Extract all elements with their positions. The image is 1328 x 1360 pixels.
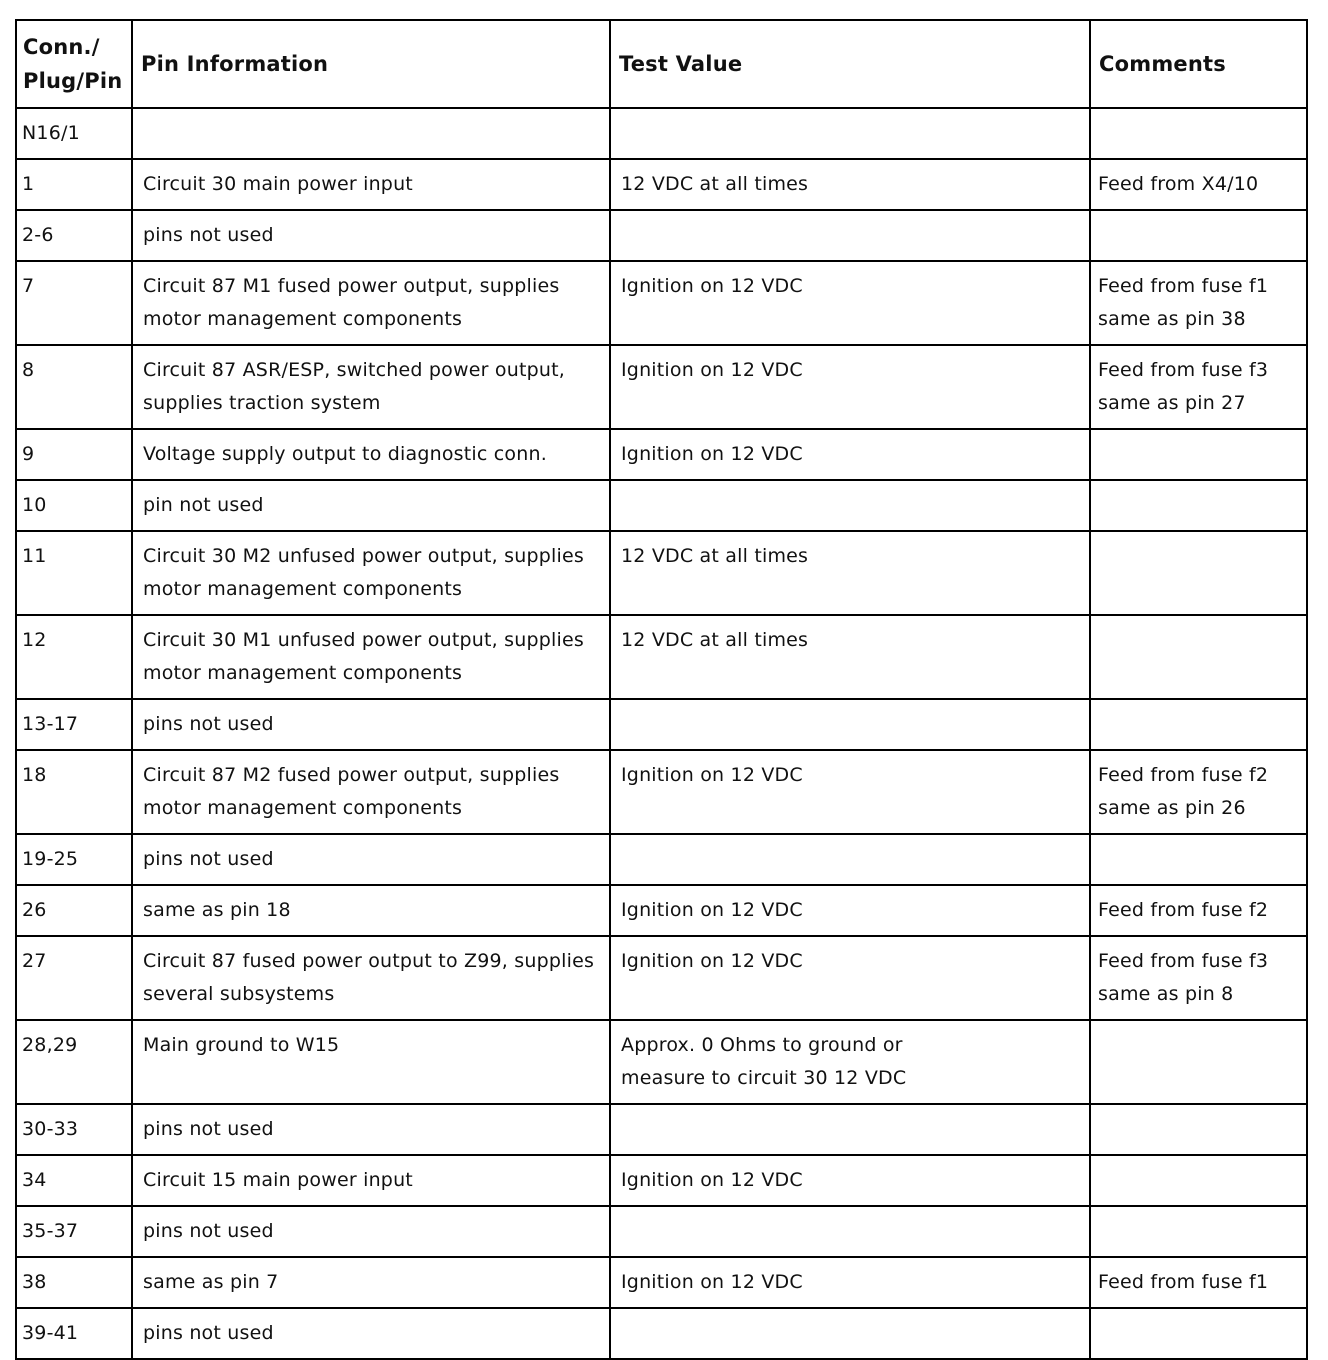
cell-pin-information-line: Circuit 15 main power input	[143, 1169, 413, 1191]
cell-comments	[1090, 531, 1307, 615]
cell-test-value-line: Ignition on 12 VDC	[621, 359, 803, 381]
cell-pin-information	[132, 1308, 610, 1359]
cell-test-value	[610, 1257, 1090, 1308]
table-row	[16, 531, 1307, 615]
cell-pin-information-line: pins not used	[143, 1322, 274, 1344]
cell-comments-line: same as pin 27	[1098, 392, 1246, 414]
cell-pin-information-line: pins not used	[143, 224, 274, 246]
cell-conn-plug-pin: 13-17	[16, 699, 132, 750]
table-row	[16, 1206, 1307, 1257]
cell-comments	[1090, 615, 1307, 699]
cell-test-value-line: Approx. 0 Ohms to ground or	[621, 1034, 903, 1056]
table-row	[16, 1020, 1307, 1104]
cell-pin-information	[132, 210, 610, 261]
table-row	[16, 108, 1307, 159]
cell-pin-information	[132, 108, 610, 159]
cell-pin-information-line: Circuit 87 ASR/ESP, switched power output,	[143, 359, 565, 381]
cell-comments-line: Feed from fuse f1	[1098, 275, 1269, 297]
cell-comments-line: same as pin 26	[1098, 797, 1246, 819]
cell-pin-information-line: Circuit 30 M1 unfused power output, supplies	[143, 629, 584, 651]
cell-comments	[1090, 1104, 1307, 1155]
table-row	[16, 699, 1307, 750]
cell-pin-information-line: Circuit 87 M1 fused power output, supplies	[143, 275, 560, 297]
cell-pin-information-line: Circuit 30 main power input	[143, 173, 413, 195]
header-conn-plug-pin	[16, 20, 132, 108]
cell-comments	[1090, 1155, 1307, 1206]
cell-test-value-line: 12 VDC at all times	[621, 173, 809, 195]
cell-comments	[1090, 159, 1307, 210]
table-row	[16, 261, 1307, 345]
cell-test-value	[610, 1020, 1090, 1104]
table-body	[16, 108, 1307, 1359]
cell-pin-information	[132, 750, 610, 834]
cell-pin-information-line: motor management components	[143, 797, 463, 819]
cell-conn-plug-pin: N16/1	[16, 108, 132, 159]
cell-test-value	[610, 936, 1090, 1020]
cell-comments	[1090, 834, 1307, 885]
cell-test-value	[610, 429, 1090, 480]
cell-pin-information	[132, 885, 610, 936]
cell-comments-line: Feed from fuse f2	[1098, 899, 1269, 921]
cell-test-value-line: Ignition on 12 VDC	[621, 950, 803, 972]
table-row	[16, 936, 1307, 1020]
pin-information-table	[15, 19, 1308, 1360]
cell-test-value-line: Ignition on 12 VDC	[621, 764, 803, 786]
cell-conn-plug-pin: 1	[16, 159, 132, 210]
cell-test-value	[610, 885, 1090, 936]
cell-conn-plug-pin: 9	[16, 429, 132, 480]
table-row	[16, 345, 1307, 429]
cell-pin-information-line: motor management components	[143, 662, 463, 684]
cell-pin-information	[132, 261, 610, 345]
cell-pin-information-line: pins not used	[143, 713, 274, 735]
table-row	[16, 750, 1307, 834]
cell-conn-plug-pin: 27	[16, 936, 132, 1020]
cell-conn-plug-pin: 11	[16, 531, 132, 615]
cell-conn-plug-pin: 12	[16, 615, 132, 699]
cell-test-value	[610, 159, 1090, 210]
cell-test-value-line: Ignition on 12 VDC	[621, 275, 803, 297]
cell-pin-information-line: same as pin 7	[143, 1271, 279, 1293]
table-row	[16, 1155, 1307, 1206]
cell-pin-information-line: pin not used	[143, 494, 264, 516]
cell-pin-information-line: pins not used	[143, 1118, 274, 1140]
table-row	[16, 615, 1307, 699]
cell-comments-line: Feed from fuse f2	[1098, 764, 1269, 786]
cell-test-value-line: 12 VDC at all times	[621, 545, 809, 567]
cell-test-value	[610, 531, 1090, 615]
cell-conn-plug-pin: 7	[16, 261, 132, 345]
cell-pin-information-line: motor management components	[143, 578, 463, 600]
cell-conn-plug-pin: 28,29	[16, 1020, 132, 1104]
cell-test-value	[610, 108, 1090, 159]
cell-pin-information	[132, 699, 610, 750]
cell-pin-information-line: same as pin 18	[143, 899, 291, 921]
cell-comments	[1090, 480, 1307, 531]
cell-pin-information-line: Circuit 87 fused power output to Z99, supplies	[143, 950, 595, 972]
cell-comments	[1090, 1206, 1307, 1257]
cell-conn-plug-pin: 35-37	[16, 1206, 132, 1257]
cell-comments	[1090, 750, 1307, 834]
cell-conn-plug-pin: 34	[16, 1155, 132, 1206]
cell-test-value	[610, 210, 1090, 261]
cell-test-value	[610, 615, 1090, 699]
cell-test-value-line: Ignition on 12 VDC	[621, 1169, 803, 1191]
cell-test-value	[610, 345, 1090, 429]
cell-comments	[1090, 1257, 1307, 1308]
cell-comments	[1090, 108, 1307, 159]
table-row	[16, 834, 1307, 885]
cell-conn-plug-pin: 30-33	[16, 1104, 132, 1155]
cell-pin-information	[132, 615, 610, 699]
cell-test-value-line: measure to circuit 30 12 VDC	[621, 1067, 907, 1089]
cell-pin-information	[132, 429, 610, 480]
cell-comments-line: Feed from fuse f1	[1098, 1271, 1269, 1293]
cell-pin-information	[132, 1257, 610, 1308]
cell-pin-information	[132, 1155, 610, 1206]
header-conn-line-1: Conn./	[23, 35, 100, 59]
cell-conn-plug-pin: 10	[16, 480, 132, 531]
cell-test-value	[610, 1155, 1090, 1206]
cell-comments-line: same as pin 8	[1098, 983, 1234, 1005]
table-row	[16, 1104, 1307, 1155]
cell-comments	[1090, 885, 1307, 936]
table-row	[16, 210, 1307, 261]
cell-conn-plug-pin: 8	[16, 345, 132, 429]
cell-pin-information-line: Circuit 30 M2 unfused power output, supplies	[143, 545, 584, 567]
header-pin-information: Pin Information	[132, 20, 610, 108]
cell-pin-information	[132, 936, 610, 1020]
cell-pin-information	[132, 345, 610, 429]
cell-pin-information	[132, 1104, 610, 1155]
cell-comments	[1090, 936, 1307, 1020]
table-row	[16, 480, 1307, 531]
table-row	[16, 159, 1307, 210]
table-row	[16, 1257, 1307, 1308]
cell-comments	[1090, 429, 1307, 480]
header-comments: Comments	[1090, 20, 1307, 108]
cell-comments	[1090, 261, 1307, 345]
cell-test-value	[610, 261, 1090, 345]
cell-comments	[1090, 1020, 1307, 1104]
cell-pin-information-line: motor management components	[143, 308, 463, 330]
cell-test-value	[610, 1206, 1090, 1257]
cell-comments-line: same as pin 38	[1098, 308, 1246, 330]
cell-test-value-line: Ignition on 12 VDC	[621, 443, 803, 465]
table-row	[16, 429, 1307, 480]
cell-pin-information	[132, 480, 610, 531]
cell-pin-information	[132, 834, 610, 885]
cell-conn-plug-pin: 19-25	[16, 834, 132, 885]
cell-test-value	[610, 750, 1090, 834]
cell-test-value-line: 12 VDC at all times	[621, 629, 809, 651]
cell-comments	[1090, 210, 1307, 261]
cell-conn-plug-pin: 18	[16, 750, 132, 834]
cell-pin-information	[132, 1206, 610, 1257]
cell-pin-information-line: pins not used	[143, 848, 274, 870]
cell-conn-plug-pin: 26	[16, 885, 132, 936]
cell-conn-plug-pin: 2-6	[16, 210, 132, 261]
cell-comments	[1090, 699, 1307, 750]
cell-test-value	[610, 480, 1090, 531]
cell-test-value	[610, 1104, 1090, 1155]
cell-pin-information-line: Main ground to W15	[143, 1034, 340, 1056]
cell-comments-line: Feed from X4/10	[1098, 173, 1259, 195]
table-row	[16, 885, 1307, 936]
cell-pin-information-line: several subsystems	[143, 983, 335, 1005]
cell-pin-information	[132, 1020, 610, 1104]
cell-pin-information-line: pins not used	[143, 1220, 274, 1242]
cell-pin-information-line: Voltage supply output to diagnostic conn.	[143, 443, 547, 465]
table-row	[16, 1308, 1307, 1359]
cell-comments-line: Feed from fuse f3	[1098, 359, 1269, 381]
cell-test-value-line: Ignition on 12 VDC	[621, 1271, 803, 1293]
cell-pin-information	[132, 159, 610, 210]
cell-test-value	[610, 699, 1090, 750]
header-test-value: Test Value	[610, 20, 1090, 108]
cell-comments-line: Feed from fuse f3	[1098, 950, 1269, 972]
cell-test-value-line: Ignition on 12 VDC	[621, 899, 803, 921]
cell-pin-information	[132, 531, 610, 615]
cell-comments	[1090, 345, 1307, 429]
cell-conn-plug-pin: 38	[16, 1257, 132, 1308]
cell-conn-plug-pin: 39-41	[16, 1308, 132, 1359]
table-header-row	[16, 20, 1307, 108]
cell-comments	[1090, 1308, 1307, 1359]
header-conn-line-2: Plug/Pin	[23, 69, 123, 93]
cell-test-value	[610, 1308, 1090, 1359]
cell-pin-information-line: supplies traction system	[143, 392, 381, 414]
cell-test-value	[610, 834, 1090, 885]
cell-pin-information-line: Circuit 87 M2 fused power output, supplies	[143, 764, 560, 786]
